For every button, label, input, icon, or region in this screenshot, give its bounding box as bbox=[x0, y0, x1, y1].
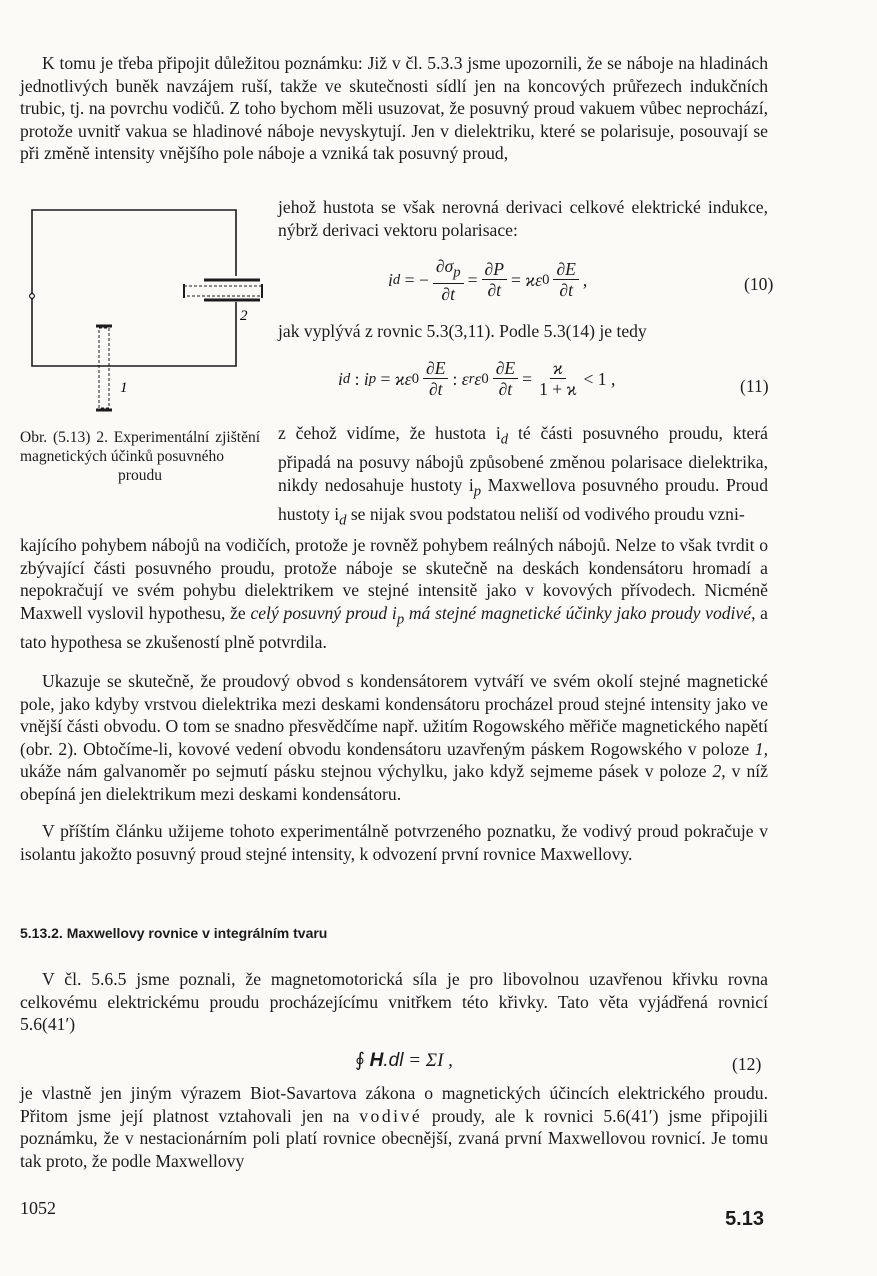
equation-number-11: (11) bbox=[740, 376, 769, 396]
terminal-left bbox=[30, 294, 35, 299]
figure-caption: Obr. (5.13) 2. Experimentální zjištění magnetických účinků posuvného proudu bbox=[20, 429, 260, 484]
rogowski-belt-position-2 bbox=[184, 286, 262, 296]
equation-12: ∮ H .dl = ΣI , bbox=[355, 1050, 453, 1071]
paragraph-4: V příštím článku užijeme tohoto experimentálně potvrzeného poznatku, že vodivý proud pokračuje v isolantu jakožto posuvný proud stejné intensity, k odvození první rovnice Maxwellovy. bbox=[20, 821, 768, 864]
paragraph-5: V čl. 5.6.5 jsme poznali, že magnetomotorická síla je pro libovolnou uzavřenou křivku rovna celkovému elektrickému proudu procházejícímu vnitřkem této křivky. Tato věta vyjádřená rovnicí 5.6(41′) bbox=[20, 969, 768, 1034]
eq10-fraction-1: $\frac{\partial\sigma_p}{\partial t}$ bbox=[433, 256, 464, 304]
section-tag: 5.13 bbox=[725, 1208, 764, 1230]
eq10-fraction-2: $\frac{\partial P}{\partial t}$ bbox=[482, 259, 507, 300]
rogowski-belt-position-1 bbox=[99, 328, 109, 408]
intro-paragraph: K tomu je třeba připojit důležitou poznámku: Již v čl. 5.3.3 jsme upozornili, že se náboje na hladinách jednotlivých buněk navzájem ruší, takže ve skutečnosti sídlí jen na koncových průřezech indukčních trubic, tj. na povrchu vodičů. Z toho bychom měli usuzovat, že posuvný proud vakuem vůbec neprochází, protože uvnitř vakua se hladinové náboje nevyskytují. Jen v dielektriku, které se polarisuje, posouvají se při změně intensity vnějšího pole náboje a vzniká tak posuvný proud, bbox=[20, 53, 768, 163]
eq10-fraction-3: $\frac{\partial E}{\partial t}$ bbox=[553, 259, 578, 300]
circuit-wire-lower bbox=[32, 298, 236, 366]
section-heading: 5.13.2. Maxwellovy rovnice v integrálním tvaru bbox=[20, 925, 328, 941]
eq11-fraction-3: $\frac{ϰ}{1 + ϰ}$ bbox=[539, 358, 577, 399]
page-number: 1052 bbox=[20, 1198, 56, 1218]
equation-number-10: (10) bbox=[744, 274, 774, 294]
wrap-text-1: jehož hustota se však nerovná derivaci celkové elektrické indukce, nýbrž derivaci vektoru polarisace: bbox=[278, 197, 768, 240]
circuit-figure bbox=[24, 206, 274, 422]
eq11-fraction-2: $\frac{\partial E}{\partial t}$ bbox=[493, 358, 518, 399]
paragraph-2: kajícího pohybem nábojů na vodičích, protože je rovněž pohybem reálných nábojů. Nelze to však tvrdit o zbývající části posuvného proudu, protože náboje se skutečně na deskách kondensátoru hromadí a nepokračují ve svém pohybu dielektrikem ve stejné intensitě jako v kovových přívodech. Nicméně Maxwell vyslovil hypothesu, že celý posuvný proud $i_p$ má stejné magnetické účinky jako proudy vodivé, a tato hypothesa se zkušeností plně potvrdila. bbox=[20, 535, 768, 652]
wrap-text-2: jak vyplývá z rovnic 5.3(3,11). Podle 5.3(14) je tedy bbox=[278, 321, 647, 341]
figure-label-2: 2 bbox=[240, 308, 248, 324]
paragraph-3: Ukazuje se skutečně, že proudový obvod s kondensátorem vytváří ve svém okolí stejné magnetické pole, jako kdyby vrstvou dielektrika mezi deskami kondensátoru procházel proud stejné intensity jako ve vnější části obvodu. O tom se snadno přesvědčíme např. užitím Rogowského měřiče magnetického napětí (obr. 2). Obtočíme-li, kovové vedení obvodu kondensátoru uzavřeným páskem Rogowského v poloze 1, ukáže nám galvanoměr po sejmutí pásku stejnou výchylku, jako když sejmeme pásek v poloze 2, v níž obepíná jen dielektrikum mezi deskami kondensátoru. bbox=[20, 671, 768, 804]
equation-11: i d : i p = ϰε 0 $\frac{\partial E}{\partial t}$ : ε r ε 0 $\frac{\partial E}{\partial t}$ = $\frac{ϰ}{1 + ϰ}$ < 1 , bbox=[338, 358, 616, 399]
equation-number-12: (12) bbox=[732, 1054, 762, 1074]
wrap-text-3: z čehož vidíme, že hustota $i_d$ té části posuvného proudu, která připadá na posuvy nábojů způsobené změnou polarisace dielektrika, nikdy nedosahuje hustoty $i_p$ Maxwellova posuvného proudu. Proud hustoty $i_d$ se nijak svou podstatou neliší od vodivého proudu vzni- bbox=[278, 423, 768, 529]
equation-10: i d = − $\frac{\partial\sigma_p}{\partial t}$ = $\frac{\partial P}{\partial t}$ = ϰε 0 $\frac{\partial E}{\partial t}$ , bbox=[388, 256, 588, 304]
eq11-fraction-1: $\frac{\partial E}{\partial t}$ bbox=[423, 358, 448, 399]
figure-label-1: 1 bbox=[120, 380, 128, 396]
paragraph-6: je vlastně jen jiným výrazem Biot-Savartova zákona o magnetických účincích elektrického proudu. Přitom jsme její platnost vztahovali jen na vodivé proudy, ale k rovnici 5.6(41′) jsme připojili poznámku, že v nestacionárním poli platí rovnice obecnější, zvaná první Maxwellovou rovnicí. Je tomu tak proto, že podle Maxwellovy bbox=[20, 1083, 768, 1171]
